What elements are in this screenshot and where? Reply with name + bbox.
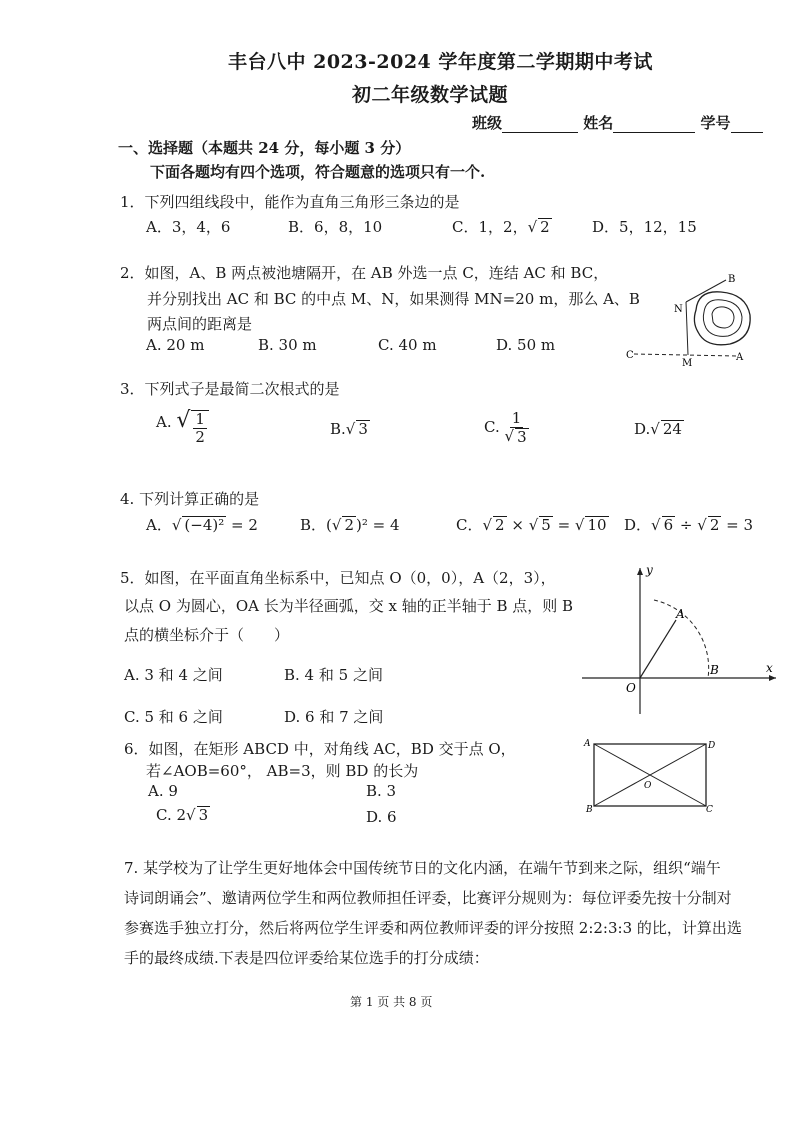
q6-option-b: B. 3 [366, 782, 397, 800]
section-instruction: 下面各题均有四个选项，符合题意的选项只有一个. [150, 163, 486, 181]
name-field[interactable] [613, 116, 695, 133]
q3-option-b: B.√ 3 [330, 420, 368, 438]
class-label: 班级 [472, 114, 503, 132]
name-label: 姓名 [583, 114, 614, 132]
q5-coordinate-figure [576, 560, 780, 720]
q5-option-d: D. 6 和 7 之间 [284, 708, 384, 726]
id-label: 学号 [700, 114, 731, 132]
q6-fig-label-b: B [586, 805, 593, 815]
q5-option-b: B. 4 和 5 之间 [284, 666, 383, 684]
q2-option-d: D. 50 m [496, 336, 556, 354]
q2-option-b: B. 30 m [258, 336, 317, 354]
q2-option-a: A. 20 m [146, 336, 205, 354]
q5-fig-label-b: B [710, 663, 719, 677]
q5-option-c: C. 5 和 6 之间 [124, 708, 223, 726]
q1-option-a: A．3，4，6 [146, 218, 231, 236]
q6-rectangle-figure [582, 736, 722, 816]
q1-option-d: D．5，12，15 [592, 218, 697, 236]
q4-option-d: D．√ 6 ÷ √ 2 = 3 [624, 516, 754, 534]
q5-fig-label-a: A [676, 607, 685, 621]
q5-line1: 5．如图，在平面直角坐标系中，已知点 O（0，0），A（2，3）， [120, 569, 556, 587]
q5-fig-label-y: y [646, 563, 653, 577]
q6-option-d: D. 6 [366, 808, 397, 826]
q4-option-c: C．√ 2 × √ 5 = √ 10 [456, 516, 607, 534]
q6-fig-label-d: D [708, 741, 716, 751]
q3-option-a: A. √ $\frac{1}{2}$ [156, 410, 209, 445]
q2-pond-figure [626, 270, 756, 370]
q5-line3: 点的横坐标介于（ ） [124, 626, 290, 644]
exam-title: 丰台八中 2023-2024 学年度第二学期期中考试 [228, 51, 653, 73]
q5-line2: 以点 O 为圆心，OA 长为半径画弧，交 x 轴的正半轴于 B 点，则 B [124, 597, 574, 615]
q3-option-c: C. 1 √ 3 [484, 409, 527, 446]
student-info-row [472, 112, 763, 133]
q5-fig-label-x: x [766, 661, 773, 675]
q6-fig-label-c: C [706, 805, 713, 815]
q2-line1: 2．如图，A、B 两点被池塘隔开，在 AB 外选一点 C，连结 AC 和 BC， [120, 264, 609, 282]
q6-line1: 6．如图，在矩形 ABCD 中，对角线 AC，BD 交于点 O， [124, 740, 516, 758]
section-heading: 一、选择题（本题共 24 分，每小题 3 分） [118, 139, 411, 157]
q2-fig-label-a: A [736, 352, 744, 363]
q6-line2: 若∠AOB=60°， AB=3，则 BD 的长为 [146, 762, 419, 780]
q7-line4: 手的最终成绩.下表是四位评委给某位选手的打分成绩： [124, 949, 489, 967]
q6-option-a: A. 9 [148, 782, 178, 800]
q2-fig-label-b: B [728, 274, 736, 285]
q2-line3: 两点间的距离是 [147, 315, 253, 333]
q1-option-c: C．1，2，√ 2 [452, 218, 550, 236]
q2-line2: 并分别找出 AC 和 BC 的中点 M、N，如果测得 MN=20 m，那么 A、B [147, 290, 640, 308]
q2-fig-label-m: M [682, 358, 693, 369]
q3-stem: 3．下列式子是最简二次根式的是 [120, 380, 340, 398]
q7-line1: 7. 某学校为了让学生更好地体会中国传统节日的文化内涵，在端午节到来之际，组织“端午 [124, 859, 721, 877]
q2-fig-label-c: C [626, 350, 634, 361]
q4-option-b: B．(√ 2 )² = 4 [300, 516, 400, 534]
q6-fig-label-a: A [584, 739, 591, 749]
q4-stem: 4. 下列计算正确的是 [120, 490, 260, 508]
q1-option-b: B．6，8，10 [288, 218, 383, 236]
q2-option-c: C. 40 m [378, 336, 437, 354]
q5-option-a: A. 3 和 4 之间 [124, 666, 223, 684]
q1-stem: 1．下列四组线段中，能作为直角三角形三条边的是 [120, 193, 460, 211]
q3-option-d: D.√ 24 [634, 420, 682, 438]
q7-line3: 参赛选手独立打分，然后将两位学生评委和两位教师评委的评分按照 2:2:3:3 的比，计算出选 [124, 919, 742, 937]
q7-line2: 诗词朗诵会”、邀请两位学生和两位教师担任评委，比赛评分规则为：每位评委先按十分制对 [124, 889, 732, 907]
class-field[interactable] [502, 116, 578, 133]
q2-fig-label-n: N [674, 304, 683, 315]
id-field[interactable] [731, 116, 763, 133]
exam-subtitle: 初二年级数学试题 [352, 84, 509, 106]
q5-fig-label-o: O [626, 681, 636, 695]
q6-fig-label-o: O [644, 781, 652, 791]
page-footer: 第 1 页 共 8 页 [350, 995, 433, 1009]
q6-option-c: C. 2√ 3 [156, 806, 209, 824]
q4-option-a: A．√ (−4)² = 2 [146, 516, 258, 534]
